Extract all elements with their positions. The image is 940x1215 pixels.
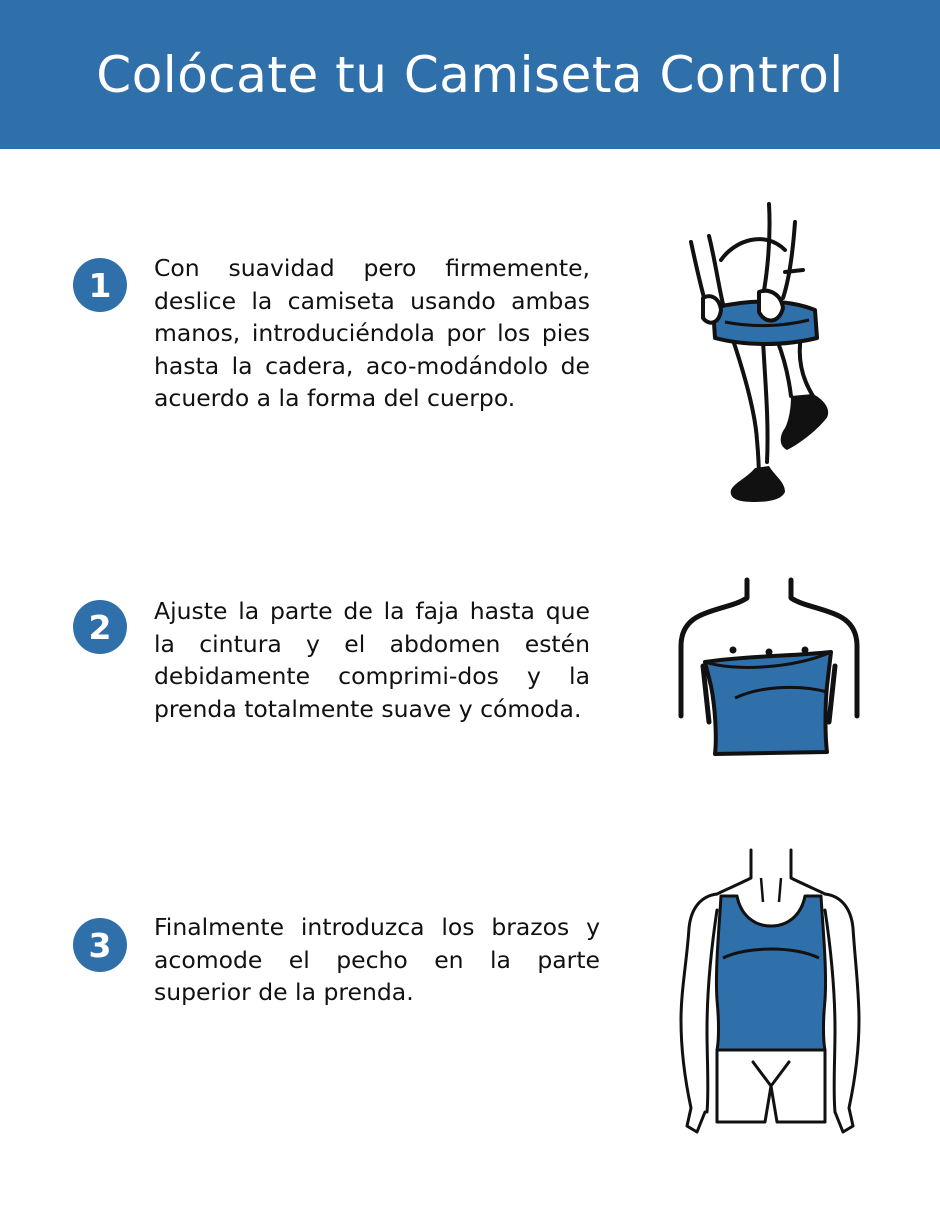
page-header [0,0,940,149]
step-text: Ajuste la parte de la faja hasta que la cintura y el abdomen estén debidamente comprimi-dos y la prenda totalmente suave y cómoda. [154,597,590,723]
legs-pulling-garment-icon [685,200,845,509]
step-number-badge: 3 [73,918,127,972]
torso-waist-garment-icon [675,576,865,765]
step-number-badge: 1 [73,258,127,312]
page-title: Colócate tu Camiseta Control [96,45,844,104]
step-number-badge: 2 [73,600,127,654]
body-tank-garment-icon [677,850,863,1144]
step-text: Con suavidad pero firmemente, deslice la camiseta usando ambas manos, introduciéndola por los pies hasta la cadera, aco-modándolo de acuerdo a la forma del cuerpo. [154,254,590,412]
step-text: Finalmente introduzca los brazos y acomode el pecho en la parte superior de la prenda. [154,913,600,1006]
